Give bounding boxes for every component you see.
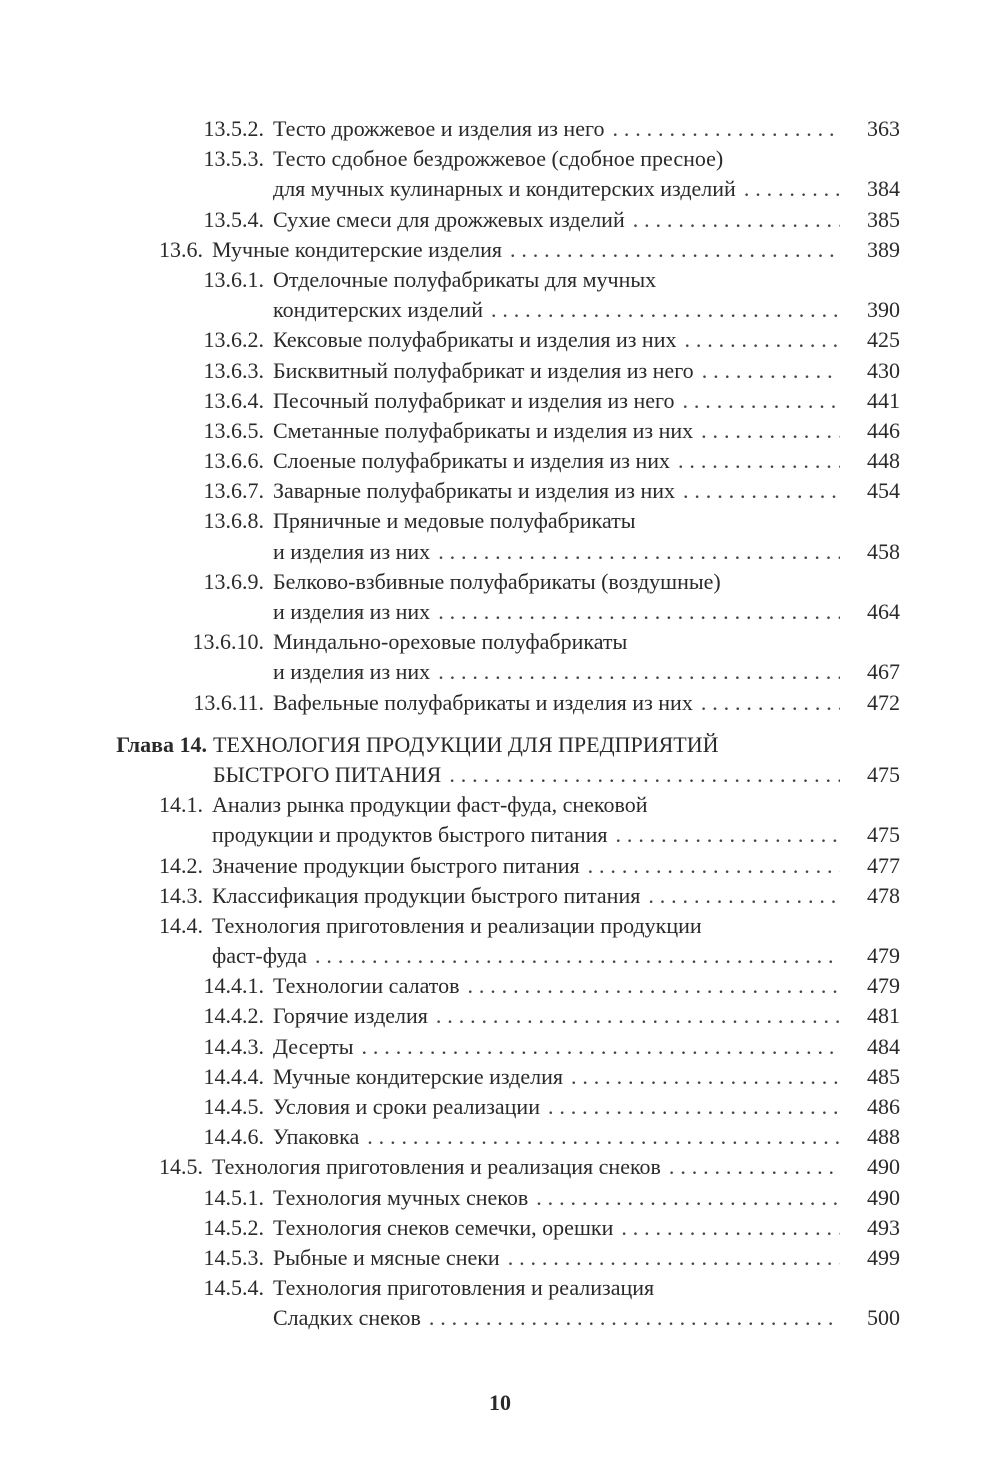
toc-entry-title: и изделия из них <box>273 538 431 564</box>
toc-entry-page: 485 <box>867 1063 900 1089</box>
toc-entry-number: 14.5.2. <box>203 1214 264 1240</box>
toc-entry-title: фаст-фуда <box>212 943 308 969</box>
toc-entry-number: 13.6.7. <box>203 478 264 504</box>
toc-entry-page: 475 <box>867 761 900 787</box>
dot-leader <box>436 1001 840 1031</box>
dot-leader <box>508 1243 840 1273</box>
toc-entry-number: 13.6.4. <box>203 387 264 413</box>
dot-leader <box>510 235 840 265</box>
dot-leader <box>438 597 840 627</box>
toc-entry-page: 467 <box>867 659 900 685</box>
dot-leader <box>491 295 840 325</box>
toc-entry-page: 477 <box>867 852 900 878</box>
toc-entry-number: Глава 14. <box>116 731 207 757</box>
toc-entry-page: 454 <box>867 478 900 504</box>
toc-entry-number: 13.6.10. <box>192 629 264 655</box>
toc-entry-number: 14.5. <box>159 1154 203 1180</box>
toc-entry-page: 384 <box>867 176 900 202</box>
table-of-contents <box>0 114 1000 1334</box>
toc-entry-number: 14.4.3. <box>203 1033 264 1059</box>
toc-entry-title: Тесто дрожжевое и изделия из него <box>273 116 605 141</box>
toc-entry-title: Технология приготовления и реализация <box>273 1275 655 1301</box>
dot-leader <box>616 820 840 850</box>
toc-entry-line <box>0 657 1000 687</box>
toc-entry-number: 13.6.11. <box>193 689 264 715</box>
toc-entry-page: 430 <box>867 357 900 383</box>
toc-entry-line <box>0 1152 1000 1182</box>
toc-entry-line <box>0 416 1000 446</box>
toc-entry-number: 14.1. <box>159 792 203 818</box>
toc-entry-page: 425 <box>867 327 900 353</box>
toc-entry-line <box>0 1243 1000 1273</box>
toc-entry-title: Технологии салатов <box>273 973 460 999</box>
dot-leader <box>678 446 840 476</box>
toc-entry-page: 479 <box>867 943 900 969</box>
toc-entry-line <box>0 790 1000 820</box>
toc-entry-number: 14.4.4. <box>203 1063 264 1089</box>
toc-entry-line <box>0 506 1000 536</box>
toc-entry-title: Кексовые полуфабрикаты и изделия из них <box>273 327 677 353</box>
toc-entry-number: 14.4.6. <box>203 1124 264 1150</box>
toc-entry-title: Белково-взбивные полуфабрикаты (воздушные) <box>273 568 721 594</box>
dot-leader <box>429 1303 840 1333</box>
toc-entry-line <box>0 941 1000 971</box>
toc-entry-number: 14.5.1. <box>203 1184 264 1210</box>
toc-entry-line <box>0 386 1000 416</box>
toc-entry-line <box>0 567 1000 597</box>
toc-entry-title: продукции и продуктов быстрого питания <box>212 822 608 848</box>
toc-entry-title: Мучные кондитерские изделия <box>212 236 502 262</box>
toc-entry-title: ТЕХНОЛОГИЯ ПРОДУКЦИИ ДЛЯ ПРЕДПРИЯТИЙ <box>213 731 719 757</box>
toc-entry-title: Технология мучных снеков <box>273 1184 529 1210</box>
toc-entry-title: кондитерских изделий <box>273 297 483 323</box>
toc-entry-page: 500 <box>867 1305 900 1331</box>
toc-entry-title: Анализ рынка продукции фаст-фуда, снековой <box>212 792 648 818</box>
toc-entry-line <box>0 356 1000 386</box>
toc-entry-line <box>0 760 1000 790</box>
toc-entry-title: Значение продукции быстрого питания <box>212 852 580 878</box>
toc-entry-line <box>0 144 1000 174</box>
toc-entry-number: 13.5.4. <box>203 206 264 232</box>
dot-leader <box>684 325 840 355</box>
toc-entry-title: Технология снеков семечки, орешки <box>273 1214 614 1240</box>
toc-entry-page: 385 <box>867 206 900 232</box>
toc-entry-page: 390 <box>867 297 900 323</box>
toc-entry-number: 14.5.3. <box>203 1244 264 1270</box>
toc-entry-title: Технология приготовления и реализации продукции <box>212 912 702 938</box>
toc-entry-number: 14.4.1. <box>203 973 264 999</box>
dot-leader <box>367 1122 840 1152</box>
toc-entry-title: Сухие смеси для дрожжевых изделий <box>273 206 625 232</box>
toc-entry-page: 488 <box>867 1124 900 1150</box>
toc-entry-page: 490 <box>867 1154 900 1180</box>
toc-entry-title: Сладких снеков <box>273 1305 421 1331</box>
toc-entry-line <box>0 911 1000 941</box>
toc-entry-number: 13.6.3. <box>203 357 264 383</box>
toc-entry-title: Технология приготовления и реализация снеков <box>212 1154 661 1180</box>
toc-entry-title: Отделочные полуфабрикаты для мучных <box>273 266 657 292</box>
toc-entry-number: 14.3. <box>159 882 203 908</box>
toc-entry-title: Песочный полуфабрикат и изделия из него <box>273 387 675 413</box>
toc-entry-page: 458 <box>867 538 900 564</box>
toc-entry-number: 14.4. <box>159 912 203 938</box>
dot-leader <box>744 174 840 204</box>
dot-leader <box>438 657 840 687</box>
toc-entry-page: 475 <box>867 822 900 848</box>
toc-entry-page: 478 <box>867 882 900 908</box>
toc-entry-title: Рыбные и мясные снеки <box>273 1244 500 1270</box>
toc-entry-line <box>0 235 1000 265</box>
toc-entry-page: 490 <box>867 1184 900 1210</box>
toc-entry-number: 13.6.1. <box>203 266 264 292</box>
toc-entry-page: 486 <box>867 1094 900 1119</box>
dot-leader <box>621 1213 840 1243</box>
toc-entry-number: 13.6.6. <box>203 448 264 474</box>
toc-entry-title: Вафельные полуфабрикаты и изделия из них <box>273 689 693 715</box>
toc-entry-title: для мучных кулинарных и кондитерских изделий <box>273 176 736 202</box>
toc-entry-title: и изделия из них <box>273 659 431 685</box>
toc-entry-page: 472 <box>867 689 900 715</box>
toc-entry-page: 441 <box>867 387 900 413</box>
toc-entry-line <box>0 325 1000 355</box>
page-number: 10 <box>489 1390 511 1415</box>
toc-entry-page: 389 <box>867 236 900 262</box>
toc-entry-line <box>0 265 1000 295</box>
toc-entry-page: 464 <box>867 599 900 624</box>
dot-leader <box>362 1032 841 1062</box>
dot-leader <box>315 941 840 971</box>
dot-leader <box>701 688 840 718</box>
toc-entry-number: 13.6.9. <box>203 568 264 594</box>
dot-leader <box>683 386 841 416</box>
dot-leader <box>449 760 840 790</box>
toc-entry-page: 484 <box>867 1033 900 1059</box>
toc-entry-line <box>0 851 1000 881</box>
toc-entry-line <box>0 1213 1000 1243</box>
dot-leader <box>701 416 840 446</box>
toc-entry-line <box>0 295 1000 325</box>
dot-leader <box>633 205 840 235</box>
dot-leader <box>571 1062 840 1092</box>
toc-entry-title: Сметанные полуфабрикаты и изделия из них <box>273 417 694 443</box>
toc-entry-line <box>0 820 1000 850</box>
toc-entry-line <box>0 1273 1000 1303</box>
toc-entry-line <box>0 537 1000 567</box>
toc-entry-title: Бисквитный полуфабрикат и изделия из него <box>273 357 694 383</box>
toc-entry-line <box>0 446 1000 476</box>
dot-leader <box>648 881 840 911</box>
toc-entry-line <box>0 205 1000 235</box>
toc-entry-line <box>0 1062 1000 1092</box>
toc-entry-number: 13.6.5. <box>203 417 264 443</box>
dot-leader <box>467 971 840 1001</box>
dot-leader <box>438 537 840 567</box>
toc-entry-title: Пряничные и медовые полуфабрикаты <box>273 508 636 534</box>
toc-entry-title: Тесто сдобное бездрожжевое (сдобное пресное) <box>273 146 724 172</box>
toc-entry-title: Десерты <box>273 1033 354 1059</box>
toc-entry-title: Заварные полуфабрикаты и изделия из них <box>273 478 675 504</box>
chapter-spacer <box>0 718 1000 730</box>
toc-entry-number: 13.5.3. <box>203 146 264 172</box>
toc-entry-number: 14.4.5. <box>203 1094 264 1119</box>
toc-entry-title: и изделия из них <box>273 599 431 624</box>
toc-entry-line <box>0 174 1000 204</box>
dot-leader <box>588 851 840 881</box>
dot-leader <box>548 1092 840 1122</box>
dot-leader <box>702 356 840 386</box>
toc-entry-page: 479 <box>867 973 900 999</box>
dot-leader <box>683 476 840 506</box>
toc-entry-title: Мучные кондитерские изделия <box>273 1063 563 1089</box>
toc-entry-line <box>0 476 1000 506</box>
toc-entry-line <box>0 597 1000 627</box>
toc-entry-line <box>0 1183 1000 1213</box>
toc-entry-line <box>0 1092 1000 1122</box>
toc-entry-number: 13.5.2. <box>203 116 264 141</box>
toc-entry-title: Классификация продукции быстрого питания <box>212 882 641 908</box>
toc-entry-title: БЫСТРОГО ПИТАНИЯ <box>213 761 442 787</box>
toc-entry-number: 13.6.2. <box>203 327 264 353</box>
dot-leader <box>669 1152 840 1182</box>
toc-entry-line <box>0 730 1000 760</box>
dot-leader <box>536 1183 840 1213</box>
toc-entry-line <box>0 881 1000 911</box>
toc-entry-page: 448 <box>867 448 900 474</box>
toc-entry-line <box>0 971 1000 1001</box>
toc-entry-page: 493 <box>867 1214 900 1240</box>
toc-entry-title: Упаковка <box>273 1124 360 1150</box>
toc-entry-title: Слоеные полуфабрикаты и изделия из них <box>273 448 671 474</box>
toc-entry-number: 13.6. <box>159 236 203 262</box>
toc-entry-number: 14.5.4. <box>203 1275 264 1301</box>
toc-entry-page: 446 <box>867 417 900 443</box>
toc-entry-number: 13.6.8. <box>203 508 264 534</box>
toc-entry-line <box>0 627 1000 657</box>
toc-entry-line <box>0 1001 1000 1031</box>
toc-entry-title: Миндально-ореховые полуфабрикаты <box>273 629 628 655</box>
toc-entry-line <box>0 1032 1000 1062</box>
toc-entry-title: Горячие изделия <box>273 1003 428 1029</box>
toc-entry-number: 14.4.2. <box>203 1003 264 1029</box>
toc-entry-page: 363 <box>867 116 900 141</box>
dot-leader <box>612 114 840 144</box>
toc-entry-line <box>0 688 1000 718</box>
toc-entry-line <box>0 114 1000 144</box>
toc-entry-line <box>0 1303 1000 1333</box>
toc-entry-page: 481 <box>867 1003 900 1029</box>
toc-entry-title: Условия и сроки реализации <box>273 1094 540 1119</box>
toc-entry-page: 499 <box>867 1244 900 1270</box>
toc-entry-line <box>0 1122 1000 1152</box>
toc-entry-number: 14.2. <box>159 852 203 878</box>
